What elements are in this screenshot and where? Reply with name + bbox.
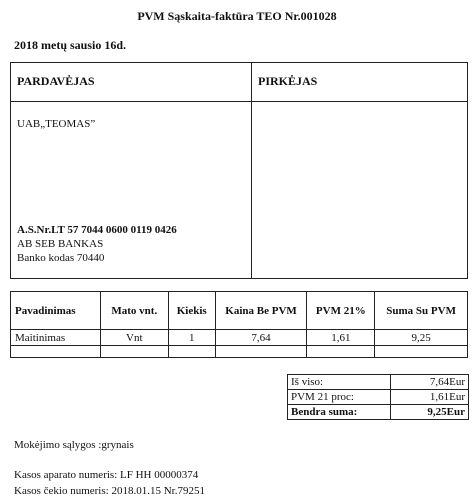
seller-bank-details: [17, 223, 177, 265]
totals-label: Iš viso:: [288, 375, 391, 390]
table-row-empty: [11, 346, 468, 358]
parties-box: [10, 62, 468, 279]
totals-row-grand-total: [288, 405, 469, 420]
parties-horizontal-divider: [11, 101, 467, 102]
item-vat-cell: 1,61: [307, 330, 375, 346]
invoice-title: PVM Sąskaita-faktūra TEO Nr.001028: [137, 9, 337, 23]
totals-row-subtotal: [288, 375, 469, 390]
column-header: Suma Su PVM: [375, 292, 468, 330]
column-header: Kiekis: [168, 292, 215, 330]
totals-value: 1,61Eur: [391, 390, 469, 405]
seller-bank-name: AB SEB BANKAS: [17, 238, 104, 250]
seller-account-number: A.S.Nr.LT 57 7044 0600 0119 0426: [17, 224, 177, 236]
item-total-cell: 9,25: [375, 330, 468, 346]
table-row: [11, 330, 468, 346]
item-quantity-cell: 1: [168, 330, 215, 346]
totals-label: Bendra suma:: [288, 405, 391, 420]
payment-terms: Mokėjimo sąlygos :grynais: [14, 439, 134, 451]
column-header: Pavadinimas: [11, 292, 101, 330]
seller-bank-code: Banko kodas 70440: [17, 252, 105, 264]
seller-header: PARDAVĖJAS: [17, 74, 95, 88]
items-table: [10, 291, 468, 358]
items-header-row: [11, 292, 468, 330]
item-price-cell: 7,64: [215, 330, 307, 346]
buyer-header: PIRKĖJAS: [258, 74, 318, 88]
item-name-cell: Maitinimas: [11, 330, 101, 346]
invoice-date: 2018 metų sausio 16d.: [14, 38, 127, 52]
column-header: Kaina Be PVM: [215, 292, 307, 330]
column-header: Mato vnt.: [100, 292, 168, 330]
item-unit-cell: Vnt: [100, 330, 168, 346]
parties-vertical-divider: [251, 63, 252, 278]
column-header: PVM 21%: [307, 292, 375, 330]
totals-value: 9,25Eur: [391, 405, 469, 420]
seller-name: UAB„TEOMAS”: [17, 118, 96, 130]
totals-label: PVM 21 proc:: [288, 390, 391, 405]
totals-value: 7,64Eur: [391, 375, 469, 390]
totals-table: [287, 374, 469, 420]
cash-register-number: Kasos aparato numeris: LF HH 00000374: [14, 469, 199, 481]
receipt-number: Kasos čekio numeris: 2018.01.15 Nr.79251: [14, 485, 205, 497]
totals-row-vat: [288, 390, 469, 405]
